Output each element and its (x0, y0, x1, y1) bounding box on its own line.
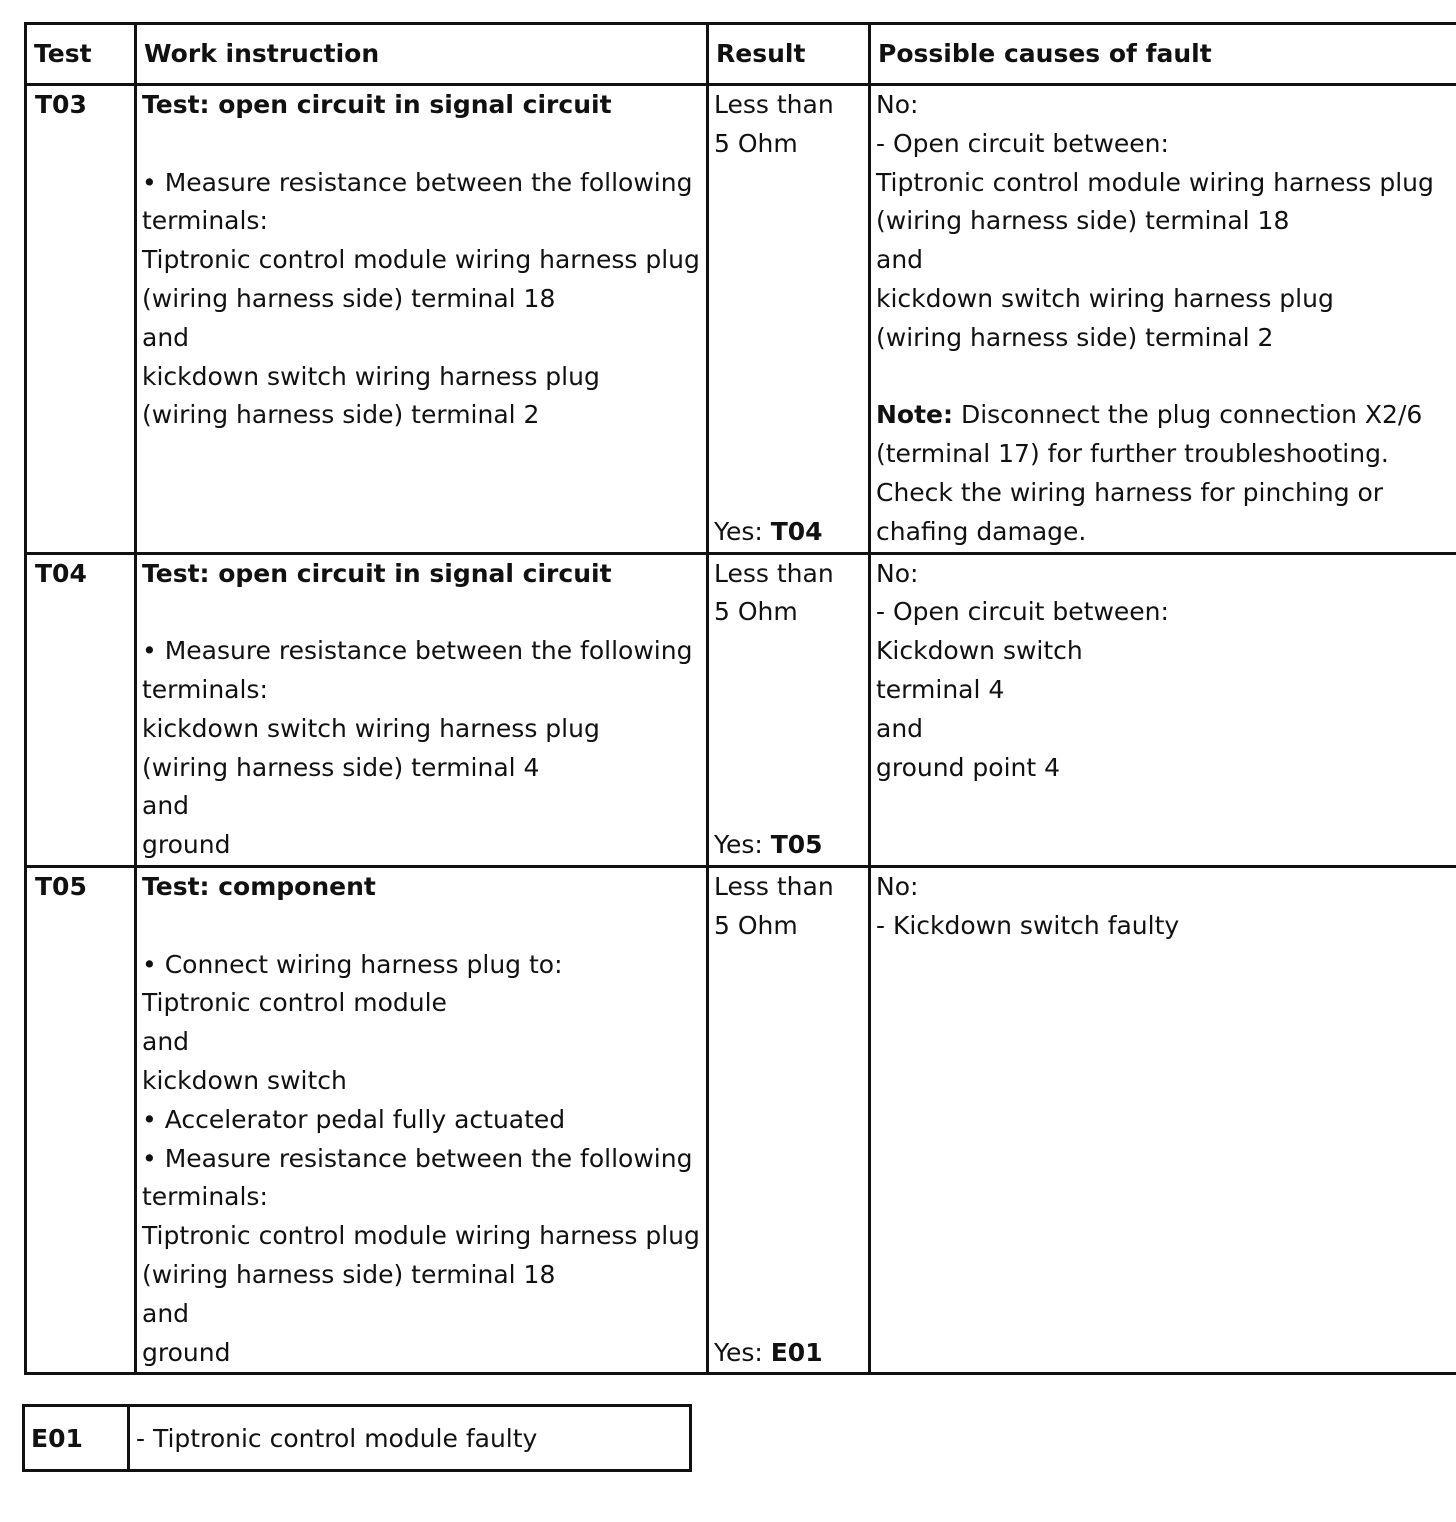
cause-line: ground point 4 (876, 752, 1061, 782)
result-condition: Less than (714, 871, 834, 901)
cause-line: and (876, 713, 924, 743)
cause-line: Kickdown switch (876, 636, 1083, 666)
result-yes-target: T04 (770, 516, 823, 546)
possible-causes-cell (870, 553, 1456, 866)
instruction-line: (wiring harness side) terminal 18 (142, 283, 556, 313)
instruction-line: (wiring harness side) terminal 2 (142, 400, 540, 430)
error-text: - Tiptronic control module faulty (129, 1406, 691, 1471)
instruction-line: terminals: (142, 674, 268, 704)
header-result: Result (708, 24, 870, 85)
cause-line: Check the wiring harness for pinching or (876, 477, 1384, 507)
cause-line: (wiring harness side) terminal 18 (876, 206, 1290, 236)
result-yes-prefix: Yes: (714, 1337, 771, 1367)
cause-line: (terminal 17) for further troubleshooting. (876, 439, 1389, 469)
cause-line: No: (876, 871, 919, 901)
cause-line: No: (876, 90, 919, 119)
cause-line: terminal 4 (876, 674, 1005, 704)
result-yes-target: E01 (770, 1337, 823, 1367)
test-row (26, 553, 1456, 866)
header-test: Test (26, 24, 136, 85)
table-header-row (26, 24, 1456, 85)
instruction-title: Test: open circuit in signal circuit (142, 90, 612, 119)
result-condition: Less than (714, 558, 834, 588)
result-yes-target: T05 (770, 830, 823, 860)
instruction-line: • Accelerator pedal fully actuated (142, 1104, 566, 1134)
instruction-line (142, 907, 702, 946)
instruction-line: Tiptronic control module (142, 988, 447, 1018)
instruction-line (142, 593, 702, 632)
cause-line: Tiptronic control module wiring harness plug (876, 167, 1434, 197)
note-label: Note: (876, 400, 954, 430)
cause-line: No: (876, 558, 919, 588)
work-instruction-cell (136, 85, 708, 554)
instruction-line: • Measure resistance between the following (142, 167, 693, 197)
result-condition: Less than (714, 90, 834, 119)
instruction-line: • Measure resistance between the following (142, 1143, 693, 1173)
instruction-line: kickdown switch wiring harness plug (142, 713, 600, 743)
result-cell (708, 866, 870, 1373)
result-condition: 5 Ohm (714, 128, 798, 158)
instruction-line: • Measure resistance between the following (142, 636, 693, 666)
work-instruction-cell (136, 866, 708, 1373)
result-yes-prefix: Yes: (714, 516, 771, 546)
cause-line: kickdown switch wiring harness plug (876, 283, 1334, 313)
instruction-line: ground (142, 1337, 231, 1367)
cause-line: - Open circuit between: (876, 597, 1169, 627)
instruction-line: kickdown switch wiring harness plug (142, 361, 600, 391)
instruction-line: kickdown switch (142, 1065, 347, 1095)
diagnostic-test-table (24, 22, 1456, 1375)
cause-line: chafing damage. (876, 516, 1087, 546)
result-yes (714, 1334, 823, 1373)
result-yes (714, 826, 823, 865)
header-work-instruction: Work instruction (136, 24, 708, 85)
instruction-title: Test: open circuit in signal circuit (142, 558, 612, 588)
cause-line (876, 358, 1452, 397)
instruction-line: and (142, 1027, 190, 1057)
instruction-line (142, 125, 702, 164)
cause-line: - Open circuit between: (876, 128, 1169, 158)
result-condition: 5 Ohm (714, 910, 798, 940)
table-body (26, 85, 1456, 1374)
instruction-line: and (142, 1298, 190, 1328)
work-instruction-cell (136, 553, 708, 866)
instruction-line: Tiptronic control module wiring harness plug (142, 1221, 700, 1251)
note-text: Disconnect the plug connection X2/6 (953, 400, 1423, 430)
test-row (26, 866, 1456, 1373)
instruction-line: and (142, 322, 190, 352)
result-cell (708, 553, 870, 866)
instruction-line: ground (142, 830, 231, 860)
header-causes: Possible causes of fault (870, 24, 1456, 85)
possible-causes-cell (870, 85, 1456, 554)
instruction-line: terminals: (142, 206, 268, 236)
cause-line: - Kickdown switch faulty (876, 910, 1180, 940)
instruction-line: • Connect wiring harness plug to: (142, 949, 563, 979)
cause-line: and (876, 245, 924, 275)
error-code-table (22, 1404, 692, 1472)
instruction-line: (wiring harness side) terminal 4 (142, 752, 540, 782)
error-id: E01 (24, 1406, 129, 1471)
instruction-line: terminals: (142, 1182, 268, 1212)
possible-causes-cell (870, 866, 1456, 1373)
result-yes-prefix: Yes: (714, 830, 771, 860)
test-row (26, 85, 1456, 554)
result-condition: 5 Ohm (714, 597, 798, 627)
cause-line (876, 396, 1452, 435)
error-row (24, 1406, 691, 1471)
instruction-line: Tiptronic control module wiring harness plug (142, 245, 700, 275)
test-id: T03 (26, 85, 136, 554)
test-id: T05 (26, 866, 136, 1373)
result-cell (708, 85, 870, 554)
instruction-title: Test: component (142, 871, 376, 901)
result-yes (714, 513, 823, 552)
instruction-line: and (142, 791, 190, 821)
instruction-line: (wiring harness side) terminal 18 (142, 1259, 556, 1289)
test-id: T04 (26, 553, 136, 866)
cause-line: (wiring harness side) terminal 2 (876, 322, 1274, 352)
